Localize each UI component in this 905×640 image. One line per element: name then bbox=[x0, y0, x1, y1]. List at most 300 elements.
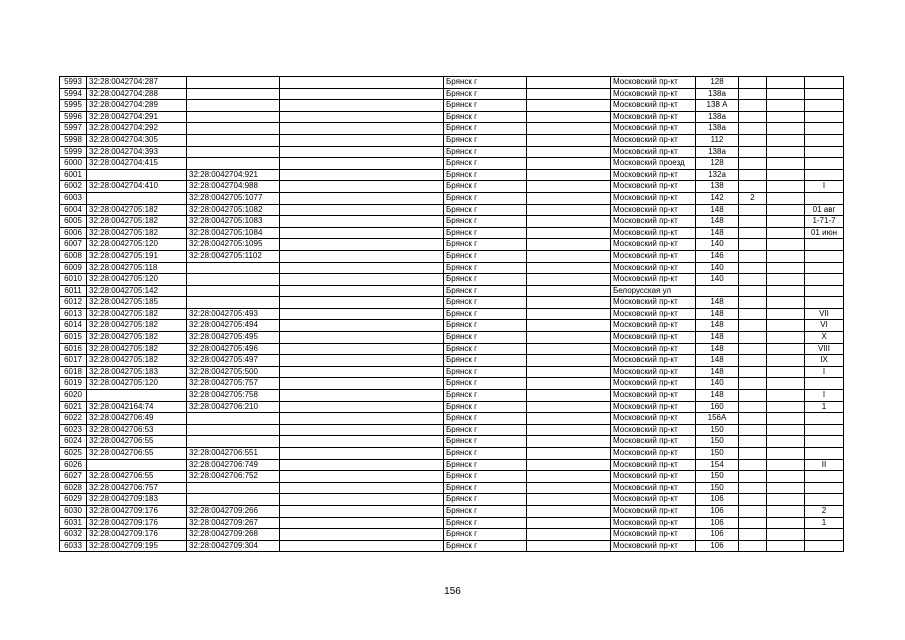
street-cell: Московский пр-кт bbox=[611, 471, 696, 483]
blank-cell-3 bbox=[767, 320, 805, 332]
blank-cell bbox=[280, 390, 444, 402]
table-row bbox=[60, 250, 844, 262]
blank-cell-2 bbox=[527, 436, 611, 448]
row-number-cell: 6016 bbox=[60, 343, 87, 355]
blank-cell-3 bbox=[767, 482, 805, 494]
building-cell bbox=[739, 413, 767, 425]
street-cell: Московский пр-кт bbox=[611, 123, 696, 135]
apartment-cell: 01 авг bbox=[805, 204, 844, 216]
parent-cadastral-number-cell bbox=[87, 390, 187, 402]
blank-cell-2 bbox=[527, 413, 611, 425]
table-row bbox=[60, 146, 844, 158]
apartment-cell: 1-71-7 bbox=[805, 216, 844, 228]
row-number-cell: 6003 bbox=[60, 192, 87, 204]
cadastral-number-cell: 32:28:0042705:1095 bbox=[187, 239, 280, 251]
street-cell: Московский пр-кт bbox=[611, 448, 696, 460]
house-number-cell: 148 bbox=[696, 366, 739, 378]
building-cell bbox=[739, 424, 767, 436]
parent-cadastral-number-cell: 32:28:0042705:142 bbox=[87, 285, 187, 297]
table-row bbox=[60, 204, 844, 216]
street-cell: Московский пр-кт bbox=[611, 436, 696, 448]
cadastral-number-cell: 32:28:0042706:210 bbox=[187, 401, 280, 413]
cadastral-number-cell bbox=[187, 482, 280, 494]
street-cell: Московский пр-кт bbox=[611, 540, 696, 552]
cadastral-number-cell bbox=[187, 134, 280, 146]
blank-cell-2 bbox=[527, 540, 611, 552]
house-number-cell: 148 bbox=[696, 308, 739, 320]
parent-cadastral-number-cell: 32:28:0042705:120 bbox=[87, 239, 187, 251]
blank-cell-2 bbox=[527, 355, 611, 367]
blank-cell bbox=[280, 111, 444, 123]
city-cell: Брянск г bbox=[444, 297, 527, 309]
row-number-cell: 6025 bbox=[60, 448, 87, 460]
city-cell: Брянск г bbox=[444, 424, 527, 436]
blank-cell-2 bbox=[527, 320, 611, 332]
blank-cell-3 bbox=[767, 471, 805, 483]
parent-cadastral-number-cell: 32:28:0042704:393 bbox=[87, 146, 187, 158]
street-cell: Московский пр-кт bbox=[611, 355, 696, 367]
blank-cell-2 bbox=[527, 158, 611, 170]
house-number-cell: 140 bbox=[696, 274, 739, 286]
building-cell bbox=[739, 274, 767, 286]
building-cell bbox=[739, 297, 767, 309]
apartment-cell bbox=[805, 448, 844, 460]
cadastral-number-cell bbox=[187, 158, 280, 170]
blank-cell-3 bbox=[767, 540, 805, 552]
blank-cell-2 bbox=[527, 146, 611, 158]
table-row bbox=[60, 413, 844, 425]
building-cell bbox=[739, 239, 767, 251]
row-number-cell: 6031 bbox=[60, 517, 87, 529]
street-cell: Московский пр-кт bbox=[611, 505, 696, 517]
table-row bbox=[60, 471, 844, 483]
row-number-cell: 6006 bbox=[60, 227, 87, 239]
house-number-cell: 140 bbox=[696, 262, 739, 274]
parent-cadastral-number-cell bbox=[87, 192, 187, 204]
blank-cell-3 bbox=[767, 274, 805, 286]
apartment-cell bbox=[805, 424, 844, 436]
street-cell: Московский проезд bbox=[611, 158, 696, 170]
building-cell bbox=[739, 181, 767, 193]
building-cell bbox=[739, 482, 767, 494]
blank-cell-2 bbox=[527, 401, 611, 413]
building-cell bbox=[739, 494, 767, 506]
blank-cell-2 bbox=[527, 227, 611, 239]
blank-cell bbox=[280, 366, 444, 378]
house-number-cell: 140 bbox=[696, 239, 739, 251]
blank-cell-3 bbox=[767, 216, 805, 228]
blank-cell bbox=[280, 239, 444, 251]
apartment-cell: 01 июн bbox=[805, 227, 844, 239]
cadastral-number-cell: 32:28:0042705:1082 bbox=[187, 204, 280, 216]
blank-cell-3 bbox=[767, 77, 805, 89]
blank-cell-2 bbox=[527, 366, 611, 378]
row-number-cell: 6020 bbox=[60, 390, 87, 402]
city-cell: Брянск г bbox=[444, 529, 527, 541]
blank-cell-2 bbox=[527, 424, 611, 436]
row-number-cell: 6002 bbox=[60, 181, 87, 193]
blank-cell bbox=[280, 100, 444, 112]
row-number-cell: 6009 bbox=[60, 262, 87, 274]
building-cell bbox=[739, 250, 767, 262]
blank-cell-2 bbox=[527, 448, 611, 460]
blank-cell-2 bbox=[527, 123, 611, 135]
house-number-cell: 128 bbox=[696, 77, 739, 89]
blank-cell bbox=[280, 308, 444, 320]
apartment-cell bbox=[805, 494, 844, 506]
table-row bbox=[60, 308, 844, 320]
cadastral-number-cell: 32:28:0042705:497 bbox=[187, 355, 280, 367]
row-number-cell: 5993 bbox=[60, 77, 87, 89]
parent-cadastral-number-cell: 32:28:0042704:415 bbox=[87, 158, 187, 170]
apartment-cell bbox=[805, 192, 844, 204]
house-number-cell: 138 bbox=[696, 181, 739, 193]
house-number-cell: 138 А bbox=[696, 100, 739, 112]
cadastral-number-cell bbox=[187, 88, 280, 100]
blank-cell-3 bbox=[767, 413, 805, 425]
table-row bbox=[60, 343, 844, 355]
apartment-cell bbox=[805, 540, 844, 552]
building-cell bbox=[739, 320, 767, 332]
row-number-cell: 6023 bbox=[60, 424, 87, 436]
blank-cell-2 bbox=[527, 505, 611, 517]
blank-cell-2 bbox=[527, 181, 611, 193]
parent-cadastral-number-cell: 32:28:0042706:757 bbox=[87, 482, 187, 494]
blank-cell-2 bbox=[527, 77, 611, 89]
apartment-cell bbox=[805, 413, 844, 425]
blank-cell bbox=[280, 250, 444, 262]
blank-cell-3 bbox=[767, 517, 805, 529]
house-number-cell: 154 bbox=[696, 459, 739, 471]
building-cell bbox=[739, 146, 767, 158]
page-number: 156 bbox=[444, 586, 461, 597]
city-cell: Брянск г bbox=[444, 494, 527, 506]
parent-cadastral-number-cell: 32:28:0042705:182 bbox=[87, 332, 187, 344]
building-cell bbox=[739, 332, 767, 344]
row-number-cell: 6022 bbox=[60, 413, 87, 425]
table-row bbox=[60, 169, 844, 181]
house-number-cell: 146 bbox=[696, 250, 739, 262]
building-cell bbox=[739, 540, 767, 552]
row-number-cell: 6019 bbox=[60, 378, 87, 390]
city-cell: Брянск г bbox=[444, 401, 527, 413]
apartment-cell bbox=[805, 529, 844, 541]
table-row bbox=[60, 181, 844, 193]
apartment-cell bbox=[805, 250, 844, 262]
blank-cell bbox=[280, 274, 444, 286]
city-cell: Брянск г bbox=[444, 471, 527, 483]
table-row bbox=[60, 123, 844, 135]
street-cell: Московский пр-кт bbox=[611, 529, 696, 541]
row-number-cell: 6026 bbox=[60, 459, 87, 471]
blank-cell-3 bbox=[767, 529, 805, 541]
building-cell bbox=[739, 169, 767, 181]
parent-cadastral-number-cell: 32:28:0042705:182 bbox=[87, 204, 187, 216]
row-number-cell: 5997 bbox=[60, 123, 87, 135]
apartment-cell: VI bbox=[805, 320, 844, 332]
house-number-cell: 148 bbox=[696, 227, 739, 239]
table-row bbox=[60, 355, 844, 367]
cadastral-number-cell bbox=[187, 285, 280, 297]
parent-cadastral-number-cell: 32:28:0042704:410 bbox=[87, 181, 187, 193]
street-cell: Московский пр-кт bbox=[611, 204, 696, 216]
city-cell: Брянск г bbox=[444, 169, 527, 181]
row-number-cell: 6015 bbox=[60, 332, 87, 344]
street-cell: Московский пр-кт bbox=[611, 227, 696, 239]
parent-cadastral-number-cell: 32:28:0042705:120 bbox=[87, 378, 187, 390]
cadastral-number-cell bbox=[187, 111, 280, 123]
blank-cell bbox=[280, 169, 444, 181]
house-number-cell: 132а bbox=[696, 169, 739, 181]
parent-cadastral-number-cell: 32:28:0042704:292 bbox=[87, 123, 187, 135]
row-number-cell: 6010 bbox=[60, 274, 87, 286]
blank-cell bbox=[280, 413, 444, 425]
parent-cadastral-number-cell: 32:28:0042709:176 bbox=[87, 517, 187, 529]
table-row bbox=[60, 262, 844, 274]
house-number-cell: 150 bbox=[696, 424, 739, 436]
house-number-cell: 138а bbox=[696, 146, 739, 158]
city-cell: Брянск г bbox=[444, 181, 527, 193]
blank-cell-3 bbox=[767, 169, 805, 181]
table-row bbox=[60, 111, 844, 123]
table-row bbox=[60, 158, 844, 170]
parent-cadastral-number-cell: 32:28:0042704:289 bbox=[87, 100, 187, 112]
street-cell: Московский пр-кт bbox=[611, 146, 696, 158]
cadastral-number-cell: 32:28:0042709:304 bbox=[187, 540, 280, 552]
building-cell bbox=[739, 77, 767, 89]
row-number-cell: 6001 bbox=[60, 169, 87, 181]
blank-cell-3 bbox=[767, 181, 805, 193]
house-number-cell: 150 bbox=[696, 471, 739, 483]
blank-cell-3 bbox=[767, 111, 805, 123]
building-cell bbox=[739, 378, 767, 390]
city-cell: Брянск г bbox=[444, 343, 527, 355]
street-cell: Московский пр-кт bbox=[611, 77, 696, 89]
street-cell: Московский пр-кт bbox=[611, 494, 696, 506]
cadastral-number-cell: 32:28:0042705:758 bbox=[187, 390, 280, 402]
blank-cell bbox=[280, 146, 444, 158]
city-cell: Брянск г bbox=[444, 192, 527, 204]
parent-cadastral-number-cell: 32:28:0042706:53 bbox=[87, 424, 187, 436]
table-row bbox=[60, 517, 844, 529]
house-number-cell: 106 bbox=[696, 517, 739, 529]
building-cell: 2 bbox=[739, 192, 767, 204]
row-number-cell: 6008 bbox=[60, 250, 87, 262]
building-cell bbox=[739, 100, 767, 112]
table-row bbox=[60, 459, 844, 471]
house-number-cell: 156А bbox=[696, 413, 739, 425]
table-row bbox=[60, 378, 844, 390]
street-cell: Московский пр-кт bbox=[611, 100, 696, 112]
cadastral-number-cell bbox=[187, 436, 280, 448]
building-cell bbox=[739, 204, 767, 216]
house-number-cell: 106 bbox=[696, 540, 739, 552]
table-row bbox=[60, 436, 844, 448]
parent-cadastral-number-cell: 32:28:0042706:55 bbox=[87, 436, 187, 448]
table-row bbox=[60, 100, 844, 112]
blank-cell-2 bbox=[527, 250, 611, 262]
street-cell: Московский пр-кт bbox=[611, 378, 696, 390]
cadastral-number-cell: 32:28:0042706:551 bbox=[187, 448, 280, 460]
cadastral-number-cell bbox=[187, 77, 280, 89]
parent-cadastral-number-cell: 32:28:0042705:120 bbox=[87, 274, 187, 286]
parent-cadastral-number-cell: 32:28:0042704:305 bbox=[87, 134, 187, 146]
table-row bbox=[60, 332, 844, 344]
apartment-cell: VII bbox=[805, 308, 844, 320]
street-cell: Белорусская ул bbox=[611, 285, 696, 297]
cadastral-number-cell: 32:28:0042705:757 bbox=[187, 378, 280, 390]
apartment-cell bbox=[805, 123, 844, 135]
row-number-cell: 6032 bbox=[60, 529, 87, 541]
cadastral-number-cell: 32:28:0042704:988 bbox=[187, 181, 280, 193]
blank-cell bbox=[280, 320, 444, 332]
table-body bbox=[60, 77, 844, 552]
street-cell: Московский пр-кт bbox=[611, 366, 696, 378]
parent-cadastral-number-cell: 32:28:0042706:55 bbox=[87, 448, 187, 460]
house-number-cell: 128 bbox=[696, 158, 739, 170]
building-cell bbox=[739, 216, 767, 228]
blank-cell bbox=[280, 285, 444, 297]
city-cell: Брянск г bbox=[444, 413, 527, 425]
house-number-cell: 112 bbox=[696, 134, 739, 146]
blank-cell-2 bbox=[527, 471, 611, 483]
parent-cadastral-number-cell: 32:28:0042705:182 bbox=[87, 216, 187, 228]
apartment-cell: I bbox=[805, 366, 844, 378]
parent-cadastral-number-cell: 32:28:0042704:291 bbox=[87, 111, 187, 123]
street-cell: Московский пр-кт bbox=[611, 459, 696, 471]
city-cell: Брянск г bbox=[444, 459, 527, 471]
blank-cell-2 bbox=[527, 390, 611, 402]
city-cell: Брянск г bbox=[444, 250, 527, 262]
apartment-cell: I bbox=[805, 390, 844, 402]
blank-cell-2 bbox=[527, 378, 611, 390]
blank-cell-3 bbox=[767, 448, 805, 460]
cadastral-number-cell bbox=[187, 424, 280, 436]
blank-cell bbox=[280, 529, 444, 541]
house-number-cell: 150 bbox=[696, 436, 739, 448]
city-cell: Брянск г bbox=[444, 88, 527, 100]
blank-cell bbox=[280, 227, 444, 239]
building-cell bbox=[739, 436, 767, 448]
blank-cell bbox=[280, 540, 444, 552]
building-cell bbox=[739, 285, 767, 297]
row-number-cell: 6013 bbox=[60, 308, 87, 320]
blank-cell-3 bbox=[767, 250, 805, 262]
row-number-cell: 6027 bbox=[60, 471, 87, 483]
blank-cell bbox=[280, 378, 444, 390]
apartment-cell: 1 bbox=[805, 401, 844, 413]
parent-cadastral-number-cell: 32:28:0042705:118 bbox=[87, 262, 187, 274]
apartment-cell: II bbox=[805, 459, 844, 471]
parent-cadastral-number-cell: 32:28:0042709:195 bbox=[87, 540, 187, 552]
blank-cell bbox=[280, 332, 444, 344]
cadastral-number-cell bbox=[187, 274, 280, 286]
blank-cell-2 bbox=[527, 100, 611, 112]
street-cell: Московский пр-кт bbox=[611, 274, 696, 286]
table-row bbox=[60, 216, 844, 228]
building-cell bbox=[739, 448, 767, 460]
blank-cell-3 bbox=[767, 355, 805, 367]
apartment-cell bbox=[805, 471, 844, 483]
house-number-cell: 148 bbox=[696, 343, 739, 355]
apartment-cell bbox=[805, 262, 844, 274]
house-number-cell: 106 bbox=[696, 505, 739, 517]
row-number-cell: 5994 bbox=[60, 88, 87, 100]
table-row bbox=[60, 448, 844, 460]
blank-cell-3 bbox=[767, 192, 805, 204]
blank-cell-2 bbox=[527, 332, 611, 344]
blank-cell bbox=[280, 355, 444, 367]
blank-cell bbox=[280, 436, 444, 448]
city-cell: Брянск г bbox=[444, 274, 527, 286]
cadastral-number-cell: 32:28:0042704:921 bbox=[187, 169, 280, 181]
blank-cell-3 bbox=[767, 262, 805, 274]
apartment-cell bbox=[805, 239, 844, 251]
house-number-cell: 160 bbox=[696, 401, 739, 413]
house-number-cell: 148 bbox=[696, 216, 739, 228]
street-cell: Московский пр-кт bbox=[611, 332, 696, 344]
house-number-cell: 148 bbox=[696, 390, 739, 402]
city-cell: Брянск г bbox=[444, 390, 527, 402]
table-row bbox=[60, 77, 844, 89]
apartment-cell bbox=[805, 482, 844, 494]
building-cell bbox=[739, 88, 767, 100]
blank-cell-2 bbox=[527, 169, 611, 181]
street-cell: Московский пр-кт bbox=[611, 401, 696, 413]
table-row bbox=[60, 494, 844, 506]
apartment-cell bbox=[805, 88, 844, 100]
blank-cell-3 bbox=[767, 494, 805, 506]
blank-cell-2 bbox=[527, 192, 611, 204]
blank-cell-2 bbox=[527, 204, 611, 216]
blank-cell-3 bbox=[767, 100, 805, 112]
table-row bbox=[60, 540, 844, 552]
table-row bbox=[60, 285, 844, 297]
table-row bbox=[60, 274, 844, 286]
row-number-cell: 6007 bbox=[60, 239, 87, 251]
street-cell: Московский пр-кт bbox=[611, 181, 696, 193]
building-cell bbox=[739, 111, 767, 123]
apartment-cell: 1 bbox=[805, 517, 844, 529]
street-cell: Московский пр-кт bbox=[611, 169, 696, 181]
blank-cell-3 bbox=[767, 297, 805, 309]
apartment-cell: I bbox=[805, 181, 844, 193]
apartment-cell bbox=[805, 111, 844, 123]
row-number-cell: 5999 bbox=[60, 146, 87, 158]
city-cell: Брянск г bbox=[444, 436, 527, 448]
house-number-cell: 148 bbox=[696, 355, 739, 367]
street-cell: Московский пр-кт bbox=[611, 262, 696, 274]
blank-cell-3 bbox=[767, 88, 805, 100]
city-cell: Брянск г bbox=[444, 355, 527, 367]
parent-cadastral-number-cell: 32:28:0042705:183 bbox=[87, 366, 187, 378]
city-cell: Брянск г bbox=[444, 77, 527, 89]
house-number-cell: 150 bbox=[696, 448, 739, 460]
apartment-cell bbox=[805, 77, 844, 89]
blank-cell-3 bbox=[767, 332, 805, 344]
blank-cell bbox=[280, 494, 444, 506]
blank-cell-3 bbox=[767, 401, 805, 413]
blank-cell-3 bbox=[767, 134, 805, 146]
blank-cell-2 bbox=[527, 482, 611, 494]
blank-cell-3 bbox=[767, 285, 805, 297]
house-number-cell: 138а bbox=[696, 88, 739, 100]
cadastral-number-cell bbox=[187, 413, 280, 425]
building-cell bbox=[739, 262, 767, 274]
parent-cadastral-number-cell bbox=[87, 459, 187, 471]
city-cell: Брянск г bbox=[444, 448, 527, 460]
row-number-cell: 6005 bbox=[60, 216, 87, 228]
